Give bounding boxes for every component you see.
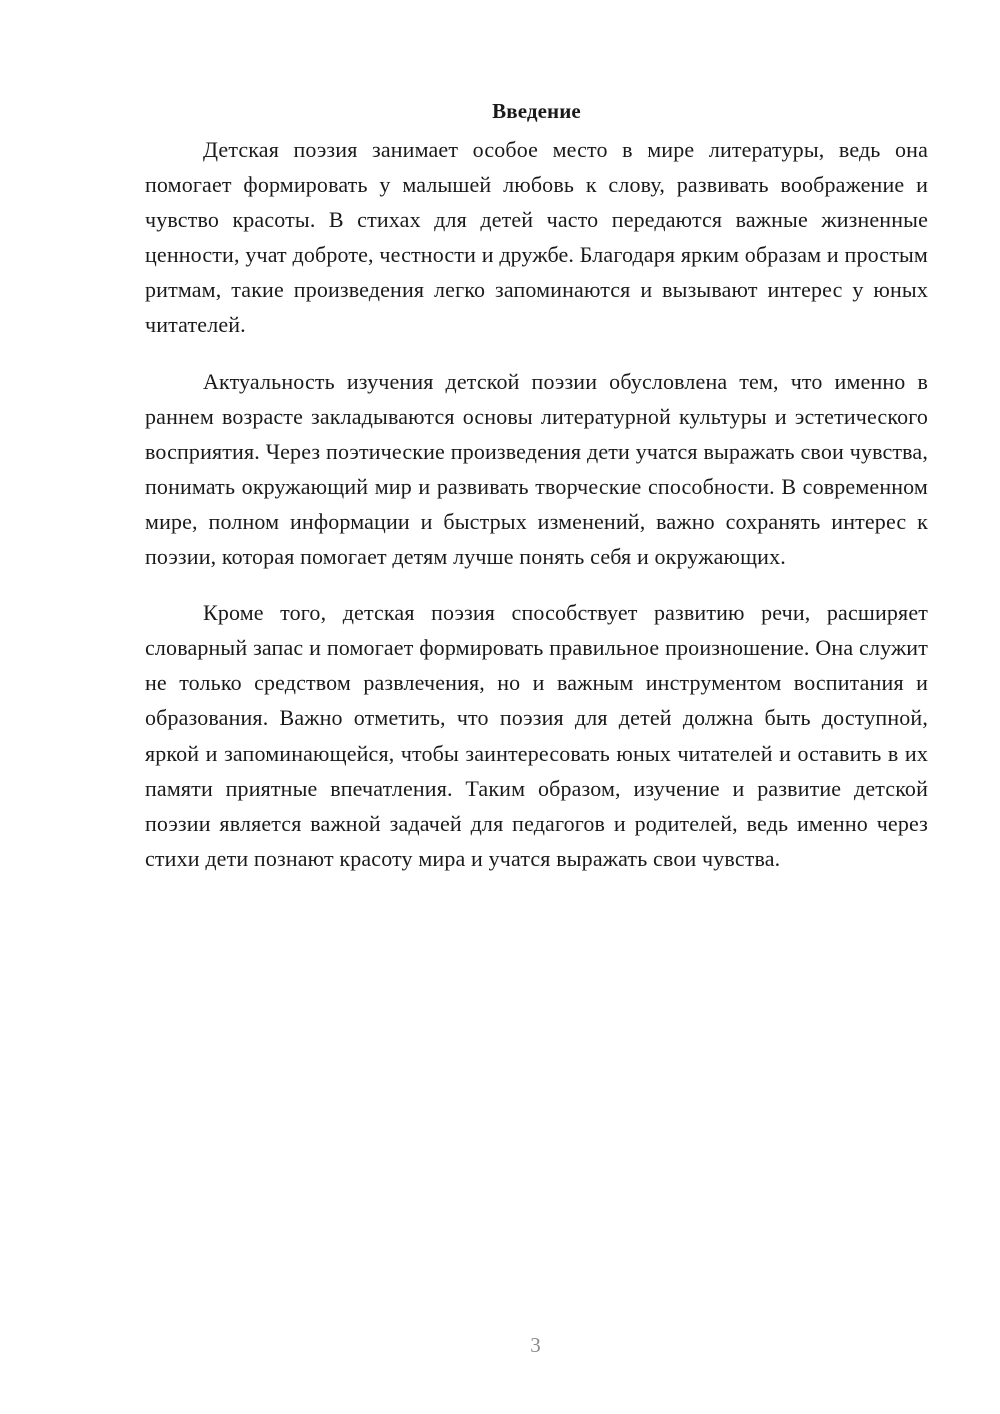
paragraph-2: Актуальность изучения детской поэзии обусловлена тем, что именно в раннем возрасте закладываются основы литературной культуры и эстетического восприятия. Через поэтические произведения дети учатся выражать свои чувства, понимать окружающий мир и развивать творческие способности. В современном мире, полном информации и быстрых изменений, важно сохранять интерес к поэзии, которая помогает детям лучше понять себя и окружающих. — [145, 368, 928, 570]
page-number: 3 — [530, 1333, 541, 1357]
section-title: Введение — [492, 99, 581, 123]
paragraph-1: Детская поэзия занимает особое место в мире литературы, ведь она помогает формировать у малышей любовь к слову, развивать воображение и чувство красоты. В стихах для детей часто передаются важные жизненные ценности, учат доброте, честности и дружбе. Благодаря ярким образам и простым ритмам, такие произведения легко запоминаются и вызывают интерес у юных читателей. — [145, 137, 928, 338]
document-body — [145, 96, 928, 897]
paragraph-3: Кроме того, детская поэзия способствует развитию речи, расширяет словарный запас и помогает формировать правильное произношение. Она служит не только средством развлечения, но и важным инструментом воспитания и образования. Важно отметить, что поэзия для детей должна быть доступной, яркой и запоминающейся, чтобы заинтересовать юных читателей и оставить в их памяти приятные впечатления. Таким образом, изучение и развитие детской поэзии является важной задачей для педагогов и родителей, ведь именно через стихи дети познают красоту мира и учатся выражать свои чувства. — [145, 600, 928, 871]
